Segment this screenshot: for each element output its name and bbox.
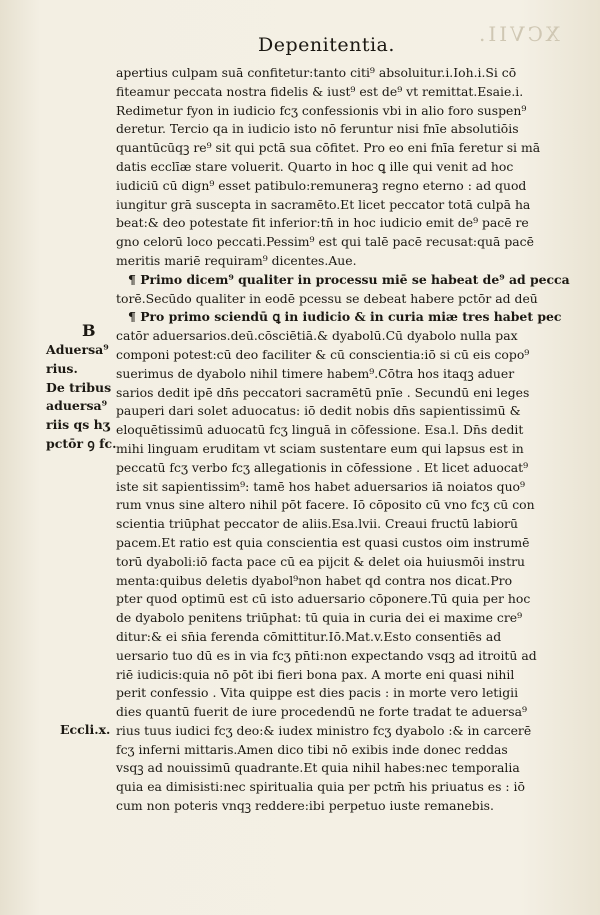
text-line: fiteamur peccata nostra fidelis & iust⁹ est de⁹ vt remittat.Esaie.i. [116, 83, 524, 99]
text-line: quantūcūqꝫ re⁹ sit qui pctā sua cōfitet. Pro eo eni fnīa feretur si mā [116, 140, 541, 156]
text-line: ditur:& ei sn̄ia ferenda cōmittitur.Iō.Mat.v.Esto consentiēs ad [116, 628, 502, 644]
text-line: cum non poteris vnqꝫ reddere:ibi perpetuo iuste remanebis. [116, 798, 494, 814]
margin-section-letter [46, 322, 118, 342]
text-line: apertius culpam suā confitetur:tanto citi⁹ absoluitur.i.Ioh.i.Si cō [116, 65, 517, 80]
text-line: menta:quibus deletis dyabol⁹non habet qd contra nos dicat.Pro [116, 572, 513, 588]
text-line: meritis mariē requiram⁹ dicentes.Aue. [116, 252, 357, 268]
margin-note-line: pctōr ꝯ fc. [46, 435, 117, 451]
text-line: uersario tuo dū es in via fcʒ pn̄ti:non expectando vsqꝫ ad itroitū ad [116, 647, 537, 663]
text-line: pter quod optimū est cū isto aduersario cōponere.Tū quia per hoc [116, 591, 531, 607]
running-heading: Depenitentia. [258, 34, 395, 56]
text-line: Redimetur fyon in iudicio fcʒ confessionis vbi in alio foro suspen⁹ [116, 102, 527, 118]
margin-note-line: Aduersa⁹ [46, 342, 109, 357]
margin-note-line: rius. [46, 360, 78, 376]
text-line: gno celorū loco peccati.Pessim⁹ est qui talē pacē recusat:quā pacē [116, 234, 534, 250]
text-line: deretur. Tercio qa in iudicio isto nō feruntur nisi fnīe absolutiōis [116, 121, 519, 137]
margin-ref-text: Eccli.x. [60, 722, 111, 737]
text-line: pacem.Et ratio est quia conscientia est quasi custos oim instrumē [116, 534, 530, 550]
paragraph-start-line: ¶ Pro primo sciendū ꝗ in iudicio & in curia miæ tres habet pec [128, 309, 562, 325]
text-line: eloquētissimū aduocatū fcʒ linguā in cōfessione. Esa.l. Dn̄s dedit [116, 422, 524, 438]
text-line: torē.Secūdo qualiter in eodē pcessu se debeat habere pctōr ad deū [116, 290, 538, 306]
text-line: riē iudicis:quia nō pōt ibi fieri bona pax. A morte eni quasi nihil [116, 666, 515, 682]
text-line: vsqꝫ ad nouissimū quadrante.Et quia nihil habes:nec temporalia [116, 760, 520, 776]
text-line: rius tuus iudici fcʒ deo:& iudex ministro fcʒ dyabolo :& in carcerē [116, 722, 532, 738]
margin-note-line: De tribus [46, 379, 112, 395]
margin-note-adversaries [46, 341, 118, 454]
text-line: catōr aduersarios.deū.cōsciētiā.& dyabolū.Cū dyabolo nulla pax [116, 328, 518, 344]
text-line: sarios dedit ipē dn̄s peccatori sacramētū pnīe . Secundū eni leges [116, 384, 530, 400]
margin-letter-b: B [82, 321, 96, 340]
text-line: iungitur grā suscepta in sacramēto.Et licet peccator totā culpā ha [116, 196, 531, 212]
text-line: scientia triūphat peccator de aliis.Esa.lvii. Creaui fructū labiorū [116, 516, 518, 532]
text-line: peccatū fcʒ verbo fcʒ allegationis in cōfessione . Et licet aduocat⁹ [116, 459, 529, 475]
text-line: fcʒ inferni mittaris.Amen dico tibi nō exibis inde donec reddas [116, 741, 508, 757]
text-line: rum vnus sine altero nihil pōt facere. Iō cōposito cū vno fcʒ cū con [116, 497, 535, 513]
text-line: torū dyaboli:iō facta pace cū ea pijcit & delet oia huiusmōi instru [116, 553, 526, 569]
text-line: mihi linguam eruditam vt sciam sustentare eum qui lapsus est in [116, 440, 524, 456]
text-line: beat:& deo potestate fit inferior:tn̄ in hoc iudicio emit de⁹ pacē re [116, 215, 529, 231]
text-line: componi potest:cū deo faciliter & cū conscientia:iō si cū eis copo⁹ [116, 346, 530, 362]
bleed-through-ghost-text: XCVII. [476, 22, 560, 46]
paragraph-start-line: ¶ Primo dicem⁹ qualiter in processu miē se habeat de⁹ ad pecca [128, 271, 570, 287]
margin-note-line: riis qs hʒ [46, 417, 110, 433]
text-line: iste sit sapientissim⁹: tamē hos habet aduersarios iā noiatos quo⁹ [116, 478, 525, 494]
text-line: iudiciū cū dign⁹ esset patibulo:remuneraꝫ regno eterno : ad quod [116, 177, 527, 193]
text-line: dies quantū fuerit de iure procedendū ne forte tradat te aduersa⁹ [116, 704, 527, 720]
main-text-column [116, 64, 586, 816]
text-line: datis ecclīæ stare voluerit. Quarto in hoc ꝗ ille qui venit ad hoc [116, 158, 514, 174]
text-line: perit confessio . Vita quippe est dies pacis : in morte vero letigii [116, 685, 519, 701]
text-line: pauperi dari solet aduocatus: iō dedit nobis dn̄s sapientissimū & [116, 403, 521, 419]
margin-note-line: aduersa⁹ [46, 398, 108, 414]
text-line: suerimus de dyabolo nihil timere habem⁹.Cōtra hos itaqꝫ aduer [116, 365, 515, 381]
text-line: de dyabolo penitens triūphat: tū quia in curia dei ei maxime cre⁹ [116, 610, 523, 626]
text-line: quia ea dimisisti:nec spiritualia quia per pctm̄ his priuatus es : iō [116, 779, 525, 795]
